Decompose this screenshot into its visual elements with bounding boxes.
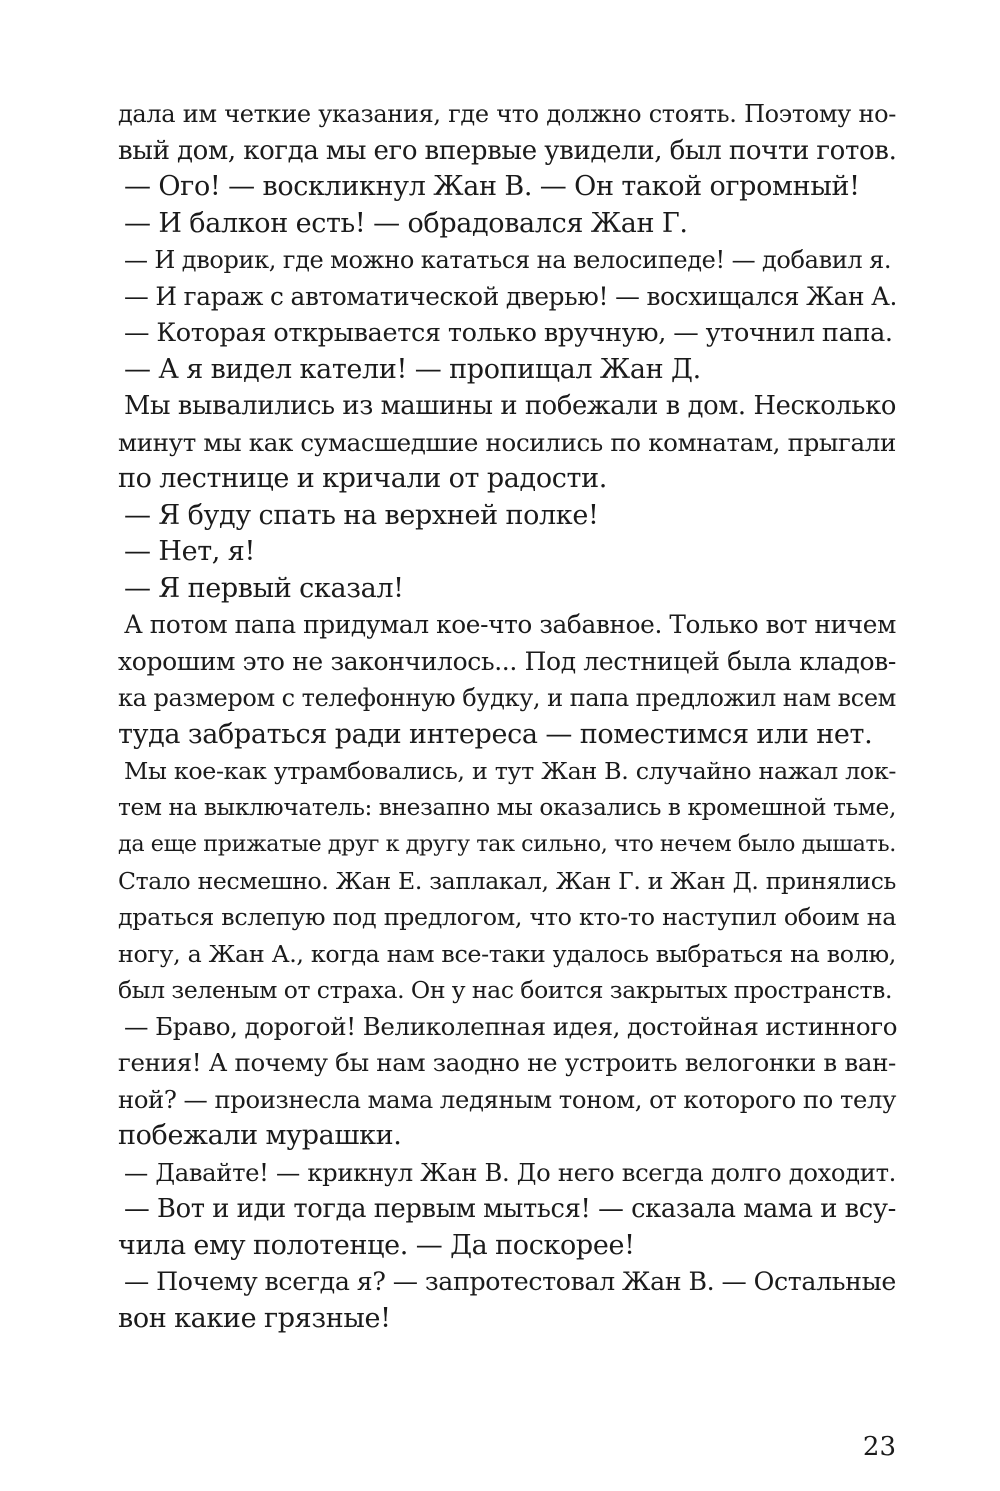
dialogue-line: — Я первый сказал! [124,572,404,604]
text-line: ногу, а Жан А., когда нам все-таки удалось выбраться на волю, [118,939,896,968]
text-line: ка размером с телефонную будку, и папа предложил нам всем [118,684,896,712]
text-line: Стало несмешно. Жан Е. заплакал, Жан Г. и Жан Д. принялись [118,866,896,895]
text-line: чила ему полотенце. — Да поскорее! [118,1229,635,1261]
dialogue-line: — Нет, я! [124,536,255,567]
dialogue-line: — И дворик, где можно кататься на велосипеде! — добавил я. [124,246,892,274]
text-line: вый дом, когда мы его впервые увидели, был почти готов. [118,135,897,166]
text-line: вон какие грязные! [118,1302,391,1334]
text-line: туда забраться ради интереса — поместимся или нет. [118,718,873,750]
dialogue-line: — А я видел катели! — пропищал Жан Д. [124,353,701,385]
dialogue-line: — Давайте! — крикнул Жан В. До него всегда долго доходит. [124,1157,896,1187]
text-line: ной? — произнесла мама ледяным тоном, от которого по телу [118,1084,896,1114]
paragraph-start: А потом папа придумал кое-что забавное. Только вот ничем [124,610,896,639]
text-line: да еще прижатые друг к другу так сильно, что нечем было дышать. [118,831,896,857]
dialogue-line: — Которая открывается только вручную, — уточнил папа. [124,318,893,348]
text-line: хорошим это не закончилось... Под лестницей была кладов- [118,646,896,676]
dialogue-line: — И гараж с автоматической дверью! — восхищался Жан А. [124,281,898,311]
text-line: по лестнице и кричали от радости. [118,463,607,494]
dialogue-line: — И балкон есть! — обрадовался Жан Г. [124,207,688,239]
dialogue-line: — Вот и иди тогда первым мыться! — сказала мама и всу- [124,1194,896,1224]
page-text [118,96,896,1337]
text-line: был зеленым от страха. Он у нас боится закрытых пространств. [118,976,893,1004]
dialogue-line: — Ого! — воскликнул Жан В. — Он такой огромный! [124,171,860,202]
paragraph-start: Мы кое-как утрамбовались, и тут Жан В. случайно нажал лок- [124,757,896,785]
text-line: минут мы как сумасшедшие носились по комнатам, прыгали [118,427,896,457]
text-line: гения! А почему бы нам заодно не устроить велогонки в ван- [118,1048,896,1077]
text-line: тем на выключатель: внезапно мы оказались в кромешной тьме, [118,793,896,821]
text-line: побежали мурашки. [118,1120,402,1151]
text-line: дала им четкие указания, где что должно стоять. Поэтому но- [118,100,896,128]
dialogue-line: — Я буду спать на верхней полке! [124,499,599,531]
text-line: драться вслепую под предлогом, что кто-то наступил обоим на [118,903,896,931]
paragraph-start: Мы вывалились из машины и побежали в дом. Несколько [124,391,896,421]
dialogue-line: — Браво, дорогой! Великолепная идея, достойная истинного [124,1011,898,1041]
dialogue-line: — Почему всегда я? — запротестовал Жан В. — Остальные [124,1267,896,1296]
page-number: 23 [862,1432,896,1462]
